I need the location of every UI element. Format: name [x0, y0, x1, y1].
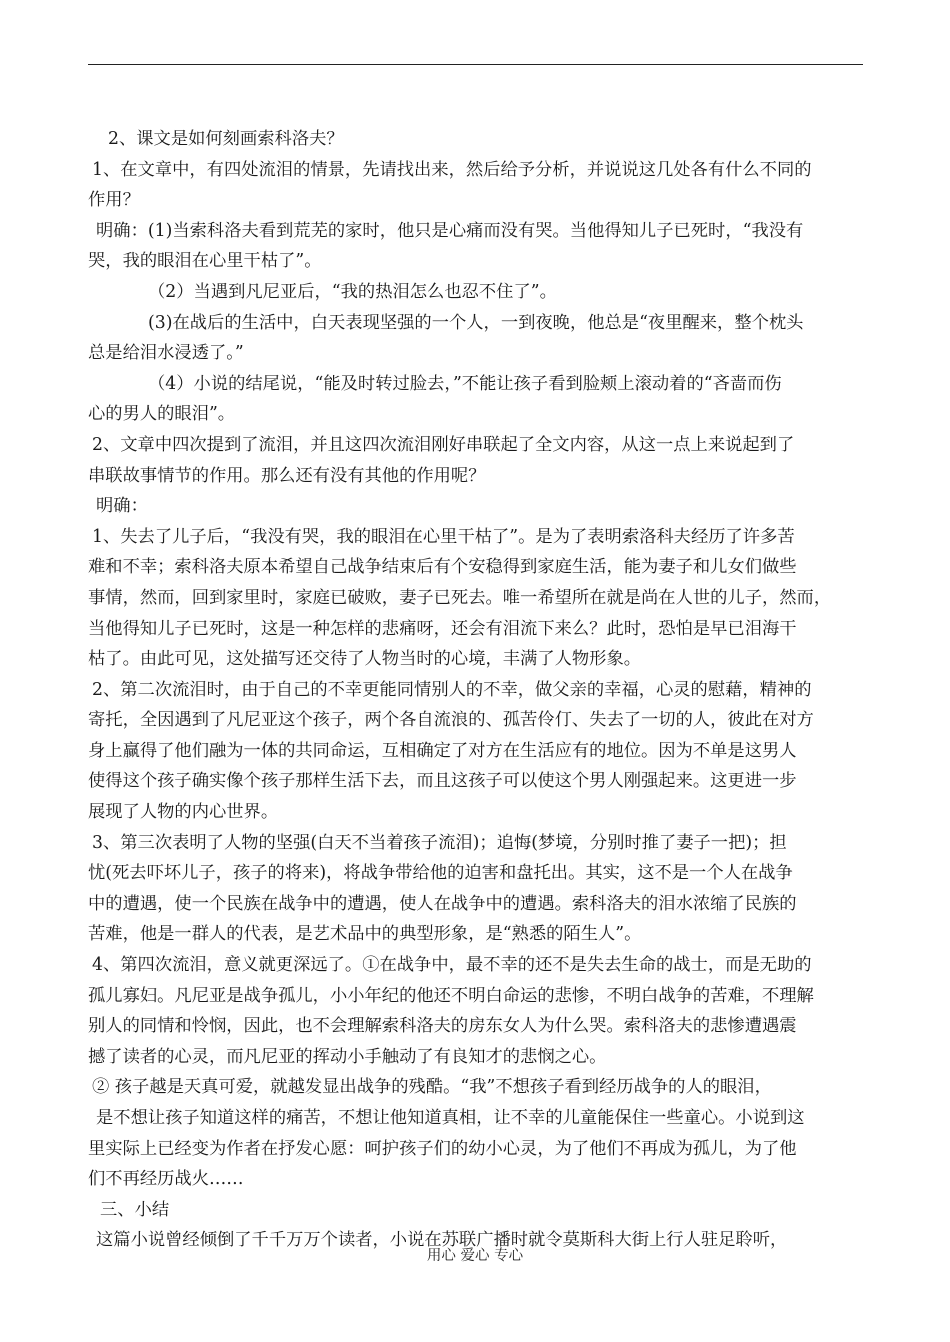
text-line: 1、在文章中，有四处流泪的情景，先请找出来，然后给予分析，并说说这几处各有什么不同的	[92, 159, 812, 180]
text-line: 事情，然而，回到家里时，家庭已破败，妻子已死去。唯一希望所在就是尚在人世的儿子，然而，	[88, 587, 832, 608]
text-line: （4）小说的结尾说，“能及时转过脸去，”不能让孩子看到脸颊上滚动着的“吝啬而伤	[148, 373, 782, 394]
text-line: (3)在战后的生活中，白天表现坚强的一个人，一到夜晚，他总是“夜里醒来，整个枕头	[148, 312, 804, 333]
text-line: 撼了读者的心灵，而凡尼亚的挥动小手触动了有良知才的悲悯之心。	[88, 1046, 607, 1067]
page-footer: 用心 爱心 专心	[426, 1248, 524, 1264]
text-line: 哭，我的眼泪在心里干枯了”。	[88, 251, 322, 272]
text-line: 使得这个孩子确实像个孩子那样生活下去，而且这孩子可以使这个男人刚强起来。这更进一步	[88, 771, 797, 792]
text-line: 身上赢得了他们融为一体的共同命运，互相确定了对方在生活应有的地位。因为不单是这男人	[88, 740, 797, 761]
text-line: 苦难，他是一群人的代表，是艺术品中的典型形象，是“熟悉的陌生人”。	[88, 924, 642, 945]
text-line: 3、第三次表明了人物的坚强(白天不当着孩子流泪)；追悔(梦境，分别时推了妻子一把)；担	[92, 832, 787, 853]
text-line: 难和不幸；索科洛夫原本希望自己战争结束后有个安稳得到家庭生活，能为妻子和儿女们做些	[88, 557, 797, 578]
text-line: 们不再经历战火……	[88, 1169, 244, 1190]
text-line: 串联故事情节的作用。那么还有没有其他的作用呢？	[88, 465, 486, 486]
text-line: （2）当遇到凡尼亚后，“我的热泪怎么也忍不住了”。	[148, 281, 557, 302]
text-line: 孤儿寡妇。凡尼亚是战争孤儿，小小年纪的他还不明白命运的悲惨，不明白战争的苦难，不理解	[88, 985, 814, 1006]
text-line: 心的男人的眼泪”。	[88, 404, 236, 425]
text-line: 忧(死去吓坏儿子，孩子的将来)，将战争带给他的迫害和盘托出。其实，这不是一个人在战争	[88, 863, 793, 884]
text-line: 三、小结	[100, 1199, 170, 1220]
text-line: 总是给泪水浸透了。”	[88, 343, 244, 364]
text-line: 2、课文是如何刻画索科洛夫？	[108, 129, 344, 149]
text-line: 里实际上已经变为作者在抒发心愿：呵护孩子们的幼小心灵，为了他们不再成为孤儿，为了他	[88, 1138, 797, 1159]
text-line: 明确：	[96, 496, 148, 517]
text-line: 2、第二次流泪时，由于自己的不幸更能同情别人的不幸，做父亲的幸福，心灵的慰藉，精神的	[92, 679, 812, 700]
text-line: 展现了人物的内心世界。	[88, 802, 279, 823]
document-body	[88, 124, 864, 1256]
text-line: 1、失去了儿子后，“我没有哭，我的眼泪在心里干枯了”。是为了表明索洛科夫经历了许多苦	[92, 526, 795, 547]
text-line: 2、文章中四次提到了流泪，并且这四次流泪刚好串联起了全文内容，从这一点上来说起到了	[92, 434, 795, 455]
header-rule	[88, 64, 863, 65]
text-line: 枯了。由此可见，这处描写还交待了人物当时的心境，丰满了人物形象。	[88, 649, 642, 670]
text-line: 作用？	[88, 190, 140, 211]
text-line: 寄托，全因遇到了凡尼亚这个孩子，两个各自流浪的、孤苦伶仃、失去了一切的人，彼此在对方	[88, 710, 814, 731]
text-line: 是不想让孩子知道这样的痛苦，不想让他知道真相，让不幸的儿童能保住一些童心。小说到这	[96, 1108, 805, 1128]
text-line: 中的遭遇，使一个民族在战争中的遭遇，使人在战争中的遭遇。索科洛夫的泪水浓缩了民族的	[88, 893, 797, 914]
text-line: 明确：(1)当索科洛夫看到荒芜的家时，他只是心痛而没有哭。当他得知儿子已死时，“我没有	[96, 220, 804, 241]
text-line: 4、第四次流泪，意义就更深远了。①在战争中，最不幸的还不是失去生命的战士，而是无助的	[92, 955, 812, 976]
text-line: 别人的同情和怜悯，因此，也不会理解索科洛夫的房东女人为什么哭。索科洛夫的悲惨遭遇震	[88, 1016, 797, 1037]
text-line: 当他得知儿子已死时，这是一种怎样的悲痛呀，还会有泪流下来么？此时，恐怕是早已泪海干	[88, 618, 797, 639]
text-line: 这篇小说曾经倾倒了千千万万个读者，小说在苏联广播时就令莫斯科大街上行人驻足聆听，	[96, 1230, 788, 1251]
text-line: ② 孩子越是天真可爱，就越发显出战争的残酷。“我”不想孩子看到经历战争的人的眼泪，	[92, 1077, 772, 1098]
